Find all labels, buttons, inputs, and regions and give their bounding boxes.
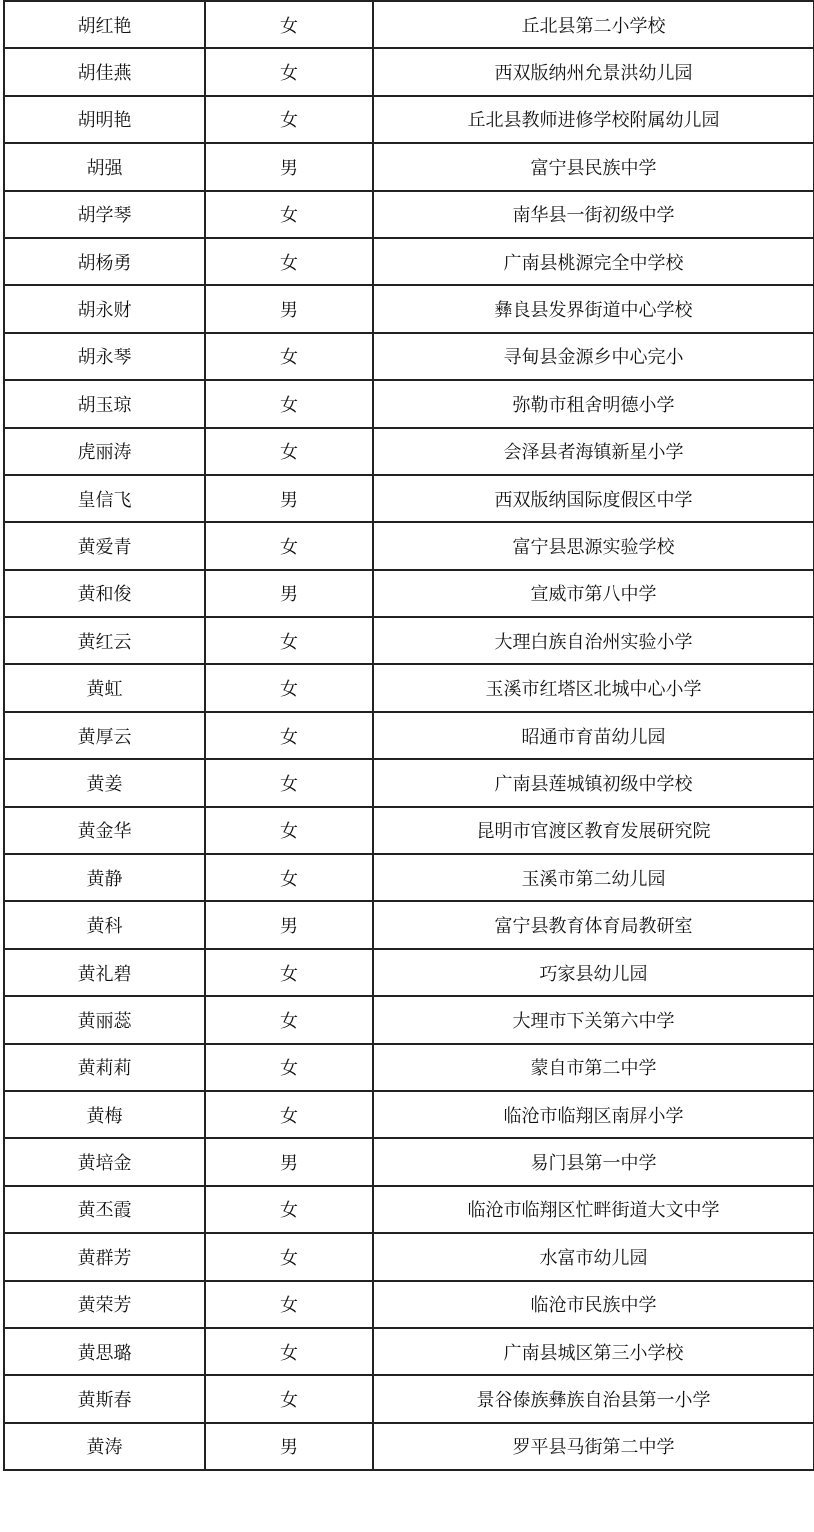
gender-cell: 女 <box>205 759 373 806</box>
gender-cell: 女 <box>205 380 373 427</box>
unit-cell: 彝良县发界街道中心学校 <box>373 285 814 332</box>
table-row <box>4 617 814 664</box>
gender-cell: 女 <box>205 238 373 285</box>
name-cell: 黄梅 <box>4 1091 205 1138</box>
gender-cell: 女 <box>205 807 373 854</box>
name-cell: 黄礼碧 <box>4 949 205 996</box>
unit-cell: 昆明市官渡区教育发展研究院 <box>373 807 814 854</box>
gender-cell: 女 <box>205 96 373 143</box>
name-cell: 黄厚云 <box>4 712 205 759</box>
unit-cell: 大理市下关第六中学 <box>373 996 814 1043</box>
unit-cell: 蒙自市第二中学 <box>373 1044 814 1091</box>
name-cell: 胡学琴 <box>4 191 205 238</box>
gender-cell: 女 <box>205 712 373 759</box>
name-cell: 黄和俊 <box>4 570 205 617</box>
table-row <box>4 949 814 996</box>
table-row <box>4 1375 814 1422</box>
gender-cell: 女 <box>205 1044 373 1091</box>
name-cell: 黄莉莉 <box>4 1044 205 1091</box>
table-row <box>4 333 814 380</box>
name-cell: 黄科 <box>4 901 205 948</box>
unit-cell: 弥勒市租舍明德小学 <box>373 380 814 427</box>
table-row <box>4 238 814 285</box>
gender-cell: 男 <box>205 475 373 522</box>
unit-cell: 易门县第一中学 <box>373 1138 814 1185</box>
unit-cell: 大理白族自治州实验小学 <box>373 617 814 664</box>
name-cell: 黄思璐 <box>4 1328 205 1375</box>
gender-cell: 女 <box>205 996 373 1043</box>
unit-cell: 丘北县第二小学校 <box>373 1 814 48</box>
unit-cell: 巧家县幼儿园 <box>373 949 814 996</box>
name-cell: 胡杨勇 <box>4 238 205 285</box>
table-row <box>4 143 814 190</box>
name-cell: 黄金华 <box>4 807 205 854</box>
name-cell: 黄培金 <box>4 1138 205 1185</box>
table-row <box>4 759 814 806</box>
name-cell: 黄虹 <box>4 664 205 711</box>
gender-cell: 女 <box>205 854 373 901</box>
name-cell: 皇信飞 <box>4 475 205 522</box>
gender-cell: 女 <box>205 48 373 95</box>
unit-cell: 临沧市临翔区南屏小学 <box>373 1091 814 1138</box>
table-row <box>4 1044 814 1091</box>
gender-cell: 女 <box>205 428 373 475</box>
gender-cell: 男 <box>205 285 373 332</box>
gender-cell: 女 <box>205 617 373 664</box>
gender-cell: 女 <box>205 1281 373 1328</box>
table-row <box>4 1423 814 1470</box>
gender-cell: 女 <box>205 1091 373 1138</box>
gender-cell: 女 <box>205 522 373 569</box>
unit-cell: 富宁县民族中学 <box>373 143 814 190</box>
table-row <box>4 996 814 1043</box>
unit-cell: 富宁县教育体育局教研室 <box>373 901 814 948</box>
name-cell: 黄涛 <box>4 1423 205 1470</box>
unit-cell: 南华县一街初级中学 <box>373 191 814 238</box>
table-row <box>4 712 814 759</box>
gender-cell: 女 <box>205 1186 373 1233</box>
unit-cell: 玉溪市红塔区北城中心小学 <box>373 664 814 711</box>
table-row <box>4 854 814 901</box>
unit-cell: 丘北县教师进修学校附属幼儿园 <box>373 96 814 143</box>
name-cell: 胡明艳 <box>4 96 205 143</box>
table-row <box>4 428 814 475</box>
unit-cell: 宣威市第八中学 <box>373 570 814 617</box>
table-row <box>4 570 814 617</box>
gender-cell: 女 <box>205 333 373 380</box>
name-cell: 黄爱青 <box>4 522 205 569</box>
unit-cell: 广南县桃源完全中学校 <box>373 238 814 285</box>
name-cell: 胡玉琼 <box>4 380 205 427</box>
unit-cell: 临沧市民族中学 <box>373 1281 814 1328</box>
table-row <box>4 1328 814 1375</box>
table-row <box>4 807 814 854</box>
name-cell: 黄荣芳 <box>4 1281 205 1328</box>
name-cell: 胡永琴 <box>4 333 205 380</box>
table-row <box>4 1091 814 1138</box>
table-row <box>4 475 814 522</box>
gender-cell: 男 <box>205 143 373 190</box>
name-cell: 胡强 <box>4 143 205 190</box>
gender-cell: 女 <box>205 1375 373 1422</box>
gender-cell: 男 <box>205 1138 373 1185</box>
unit-cell: 广南县莲城镇初级中学校 <box>373 759 814 806</box>
gender-cell: 女 <box>205 191 373 238</box>
unit-cell: 西双版纳州允景洪幼儿园 <box>373 48 814 95</box>
table-row <box>4 664 814 711</box>
table-row <box>4 96 814 143</box>
gender-cell: 男 <box>205 570 373 617</box>
gender-cell: 女 <box>205 1233 373 1280</box>
unit-cell: 景谷傣族彝族自治县第一小学 <box>373 1375 814 1422</box>
gender-cell: 女 <box>205 949 373 996</box>
unit-cell: 水富市幼儿园 <box>373 1233 814 1280</box>
gender-cell: 女 <box>205 1328 373 1375</box>
table-row <box>4 48 814 95</box>
name-cell: 黄静 <box>4 854 205 901</box>
name-cell: 虎丽涛 <box>4 428 205 475</box>
table-row <box>4 191 814 238</box>
unit-cell: 西双版纳国际度假区中学 <box>373 475 814 522</box>
table-body <box>4 1 814 1470</box>
table-row <box>4 522 814 569</box>
gender-cell: 女 <box>205 664 373 711</box>
table-row <box>4 285 814 332</box>
gender-cell: 女 <box>205 1 373 48</box>
name-cell: 黄姜 <box>4 759 205 806</box>
table-row <box>4 1281 814 1328</box>
unit-cell: 会泽县者海镇新星小学 <box>373 428 814 475</box>
name-cell: 胡永财 <box>4 285 205 332</box>
name-cell: 黄红云 <box>4 617 205 664</box>
table-row <box>4 1233 814 1280</box>
unit-cell: 富宁县思源实验学校 <box>373 522 814 569</box>
unit-cell: 广南县城区第三小学校 <box>373 1328 814 1375</box>
teacher-list-table <box>3 0 814 1471</box>
gender-cell: 男 <box>205 1423 373 1470</box>
unit-cell: 昭通市育苗幼儿园 <box>373 712 814 759</box>
table-row <box>4 1138 814 1185</box>
name-cell: 黄群芳 <box>4 1233 205 1280</box>
table-row <box>4 380 814 427</box>
name-cell: 胡佳燕 <box>4 48 205 95</box>
table-row <box>4 901 814 948</box>
unit-cell: 罗平县马街第二中学 <box>373 1423 814 1470</box>
gender-cell: 男 <box>205 901 373 948</box>
name-cell: 胡红艳 <box>4 1 205 48</box>
name-cell: 黄丕霞 <box>4 1186 205 1233</box>
name-cell: 黄斯春 <box>4 1375 205 1422</box>
unit-cell: 寻甸县金源乡中心完小 <box>373 333 814 380</box>
unit-cell: 临沧市临翔区忙畔街道大文中学 <box>373 1186 814 1233</box>
table-row <box>4 1186 814 1233</box>
table-row <box>4 1 814 48</box>
unit-cell: 玉溪市第二幼儿园 <box>373 854 814 901</box>
name-cell: 黄丽蕊 <box>4 996 205 1043</box>
